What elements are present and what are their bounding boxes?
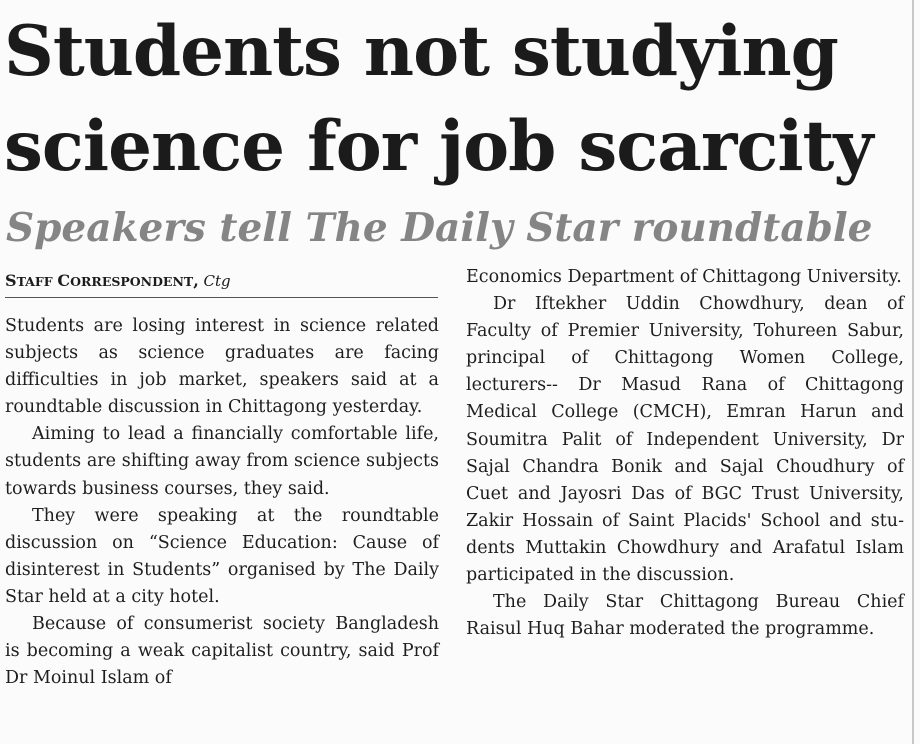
byline-separator: , — [193, 271, 199, 290]
headline — [4, 4, 873, 194]
paragraph: Economics Department of Chittagong University. — [466, 267, 902, 287]
headline-line-2: science for job scarcity — [4, 106, 873, 187]
paragraph: They were speaking at the roundtable discussion on “Science Education: Cause of disinterest in Students” organised by The Daily Star held at a city hotel. — [5, 505, 439, 607]
article-column-right — [466, 264, 904, 643]
paragraph: Dr Iftekher Uddin Chowdhury, dean of Faculty of Premier University, Tohureen Sabur, principal of Chittagong Women College, lecturers-- Dr Masud Rana of Chittagong Medical College (CMCH), Emran Harun and Soumitra Palit of Independent University, Dr Sajal Chandra Bonik and Sajal Choudhury of Cuet and Jayosri Das of BGC Trust University, Zakir Hossain of Saint Placids' School and stu-dents Muttakin Chowdhury and Arafatul Islam participated in the discussion. — [466, 294, 904, 586]
byline-staff-initial: S — [5, 271, 17, 290]
column-divider — [912, 0, 914, 744]
paragraph: Because of consumerist society Bangladesh is becoming a weak capitalist country, said Prof Dr Moinul Islam of — [5, 614, 439, 689]
headline-line-1: Students not studying — [4, 11, 838, 92]
byline-corr-initial: C — [57, 271, 71, 290]
paragraph: Aiming to lead a financially comfortable life, students are shifting away from science subjects towards business courses, they said. — [5, 424, 439, 499]
byline — [5, 270, 231, 293]
paragraph: Students are losing interest in science related subjects as science graduates are facing difficulties in job market, speakers said at a roundtable discussion in Chittagong yesterday. — [5, 316, 439, 418]
byline-staff-rest: TAFF — [16, 274, 53, 289]
byline-corr-rest: ORRESPONDENT — [70, 274, 194, 289]
byline-location: Ctg — [203, 272, 231, 290]
paragraph: The Daily Star Chittagong Bureau Chief Raisul Huq Bahar moderated the programme. — [466, 592, 904, 640]
article-column-left — [5, 313, 439, 692]
byline-rule — [5, 297, 438, 298]
subheadline: Speakers tell The Daily Star roundtable — [6, 205, 873, 251]
